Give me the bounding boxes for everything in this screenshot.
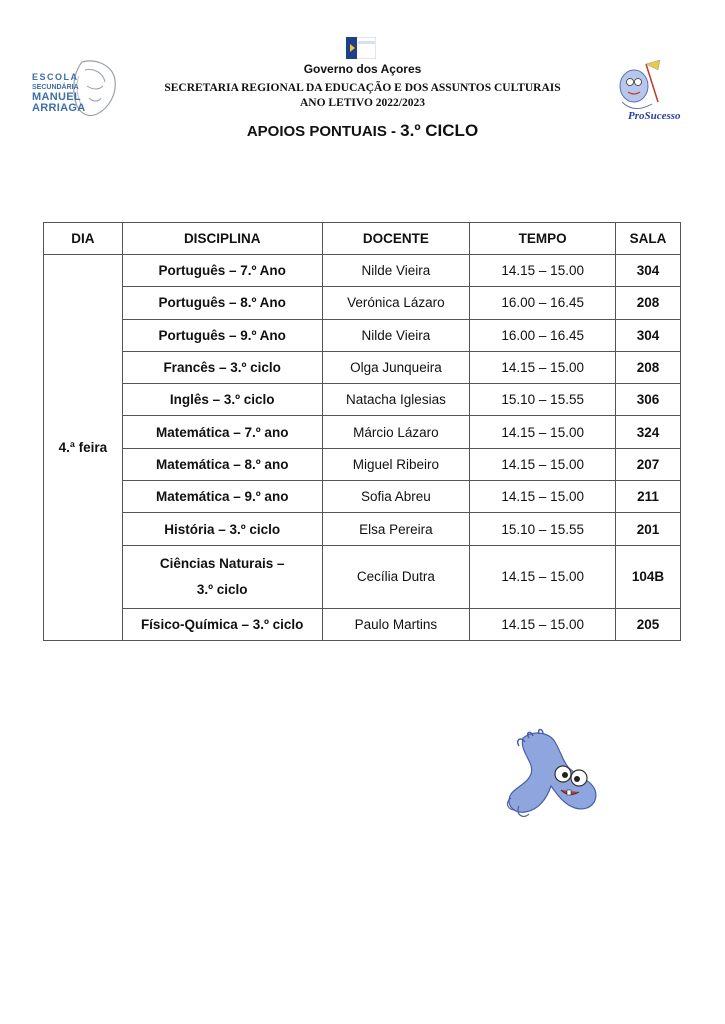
disciplina-cell: Físico-Química – 3.º ciclo xyxy=(122,608,322,640)
disciplina-cell: Inglês – 3.º ciclo xyxy=(122,384,322,416)
table-row xyxy=(44,608,681,640)
ano-letivo: ANO LETIVO 2022/2023 xyxy=(299,97,425,109)
table-row xyxy=(44,319,681,351)
tempo-cell: 15.10 – 15.55 xyxy=(470,384,616,416)
dolphin-mascot-icon xyxy=(503,728,603,828)
disciplina-line-2: 3.º ciclo xyxy=(196,581,248,597)
sala-cell: 207 xyxy=(616,448,681,480)
column-header-tempo: TEMPO xyxy=(470,223,616,255)
disciplina-cell: Matemática – 8.º ano xyxy=(122,448,322,480)
prosucesso-logo-text: ProSucesso xyxy=(628,110,681,122)
tempo-cell: 14.15 – 15.00 xyxy=(470,351,616,383)
disciplina-cell: Matemática – 7.º ano xyxy=(122,416,322,448)
docente-cell: Nilde Vieira xyxy=(322,319,470,351)
governo-acores-flag-icon xyxy=(346,37,376,59)
sala-cell: 208 xyxy=(616,351,681,383)
disciplina-cell: Francês – 3.º ciclo xyxy=(122,351,322,383)
table-header-row xyxy=(44,223,681,255)
tempo-cell: 14.15 – 15.00 xyxy=(470,448,616,480)
disciplina-cell xyxy=(122,545,322,608)
table-row xyxy=(44,351,681,383)
sala-cell: 104B xyxy=(616,545,681,608)
tempo-cell: 16.00 – 16.45 xyxy=(470,319,616,351)
tempo-cell: 14.15 – 15.00 xyxy=(470,255,616,287)
docente-cell: Cecília Dutra xyxy=(322,545,470,608)
tempo-cell: 14.15 – 15.00 xyxy=(470,416,616,448)
disciplina-cell: Português – 8.º Ano xyxy=(122,287,322,319)
column-header-dia: DIA xyxy=(44,223,123,255)
day-cell: 4.ª feira xyxy=(44,255,123,641)
sala-cell: 208 xyxy=(616,287,681,319)
school-logo-line-2: SECUNDÁRIA xyxy=(32,83,79,91)
sala-cell: 205 xyxy=(616,608,681,640)
secretaria-heading: SECRETARIA REGIONAL DA EDUCAÇÃO E DOS ASSUNTOS CULTURAIS xyxy=(164,82,561,94)
table-row xyxy=(44,481,681,513)
sala-cell: 306 xyxy=(616,384,681,416)
table-row xyxy=(44,287,681,319)
docente-cell: Márcio Lázaro xyxy=(322,416,470,448)
docente-cell: Elsa Pereira xyxy=(322,513,470,545)
docente-cell: Natacha Iglesias xyxy=(322,384,470,416)
table-row xyxy=(44,448,681,480)
table-row xyxy=(44,545,681,608)
table-row xyxy=(44,416,681,448)
sala-cell: 304 xyxy=(616,319,681,351)
disciplina-cell: Português – 7.º Ano xyxy=(122,255,322,287)
sala-cell: 201 xyxy=(616,513,681,545)
page-title-prefix: APOIOS PONTUAIS - xyxy=(246,123,401,140)
table-row xyxy=(44,255,681,287)
government-name: Governo dos Açores xyxy=(303,62,422,76)
column-header-docente: DOCENTE xyxy=(322,223,470,255)
table-row xyxy=(44,513,681,545)
docente-cell: Olga Junqueira xyxy=(322,351,470,383)
schedule-table xyxy=(43,222,681,641)
tempo-cell: 16.00 – 16.45 xyxy=(470,287,616,319)
table-row xyxy=(44,384,681,416)
tempo-cell: 15.10 – 15.55 xyxy=(470,513,616,545)
column-header-disciplina: DISCIPLINA xyxy=(122,223,322,255)
disciplina-cell: Matemática – 9.º ano xyxy=(122,481,322,513)
school-logo-line-4: ARRIAGA xyxy=(32,102,86,114)
sala-cell: 304 xyxy=(616,255,681,287)
sala-cell: 211 xyxy=(616,481,681,513)
docente-cell: Verónica Lázaro xyxy=(322,287,470,319)
sala-cell: 324 xyxy=(616,416,681,448)
tempo-cell: 14.15 – 15.00 xyxy=(470,481,616,513)
school-logo-line-1: ESCOLA xyxy=(32,72,79,82)
disciplina-cell: Português – 9.º Ano xyxy=(122,319,322,351)
page-title-suffix: 3.º CICLO xyxy=(400,121,479,140)
docente-cell: Miguel Ribeiro xyxy=(322,448,470,480)
docente-cell: Paulo Martins xyxy=(322,608,470,640)
tempo-cell: 14.15 – 15.00 xyxy=(470,608,616,640)
disciplina-cell: História – 3.º ciclo xyxy=(122,513,322,545)
disciplina-line-1: Ciências Naturais – xyxy=(159,555,285,571)
docente-cell: Sofia Abreu xyxy=(322,481,470,513)
column-header-sala: SALA xyxy=(616,223,681,255)
docente-cell: Nilde Vieira xyxy=(322,255,470,287)
school-logo-line-3: MANUEL xyxy=(32,91,81,103)
tempo-cell: 14.15 – 15.00 xyxy=(470,545,616,608)
